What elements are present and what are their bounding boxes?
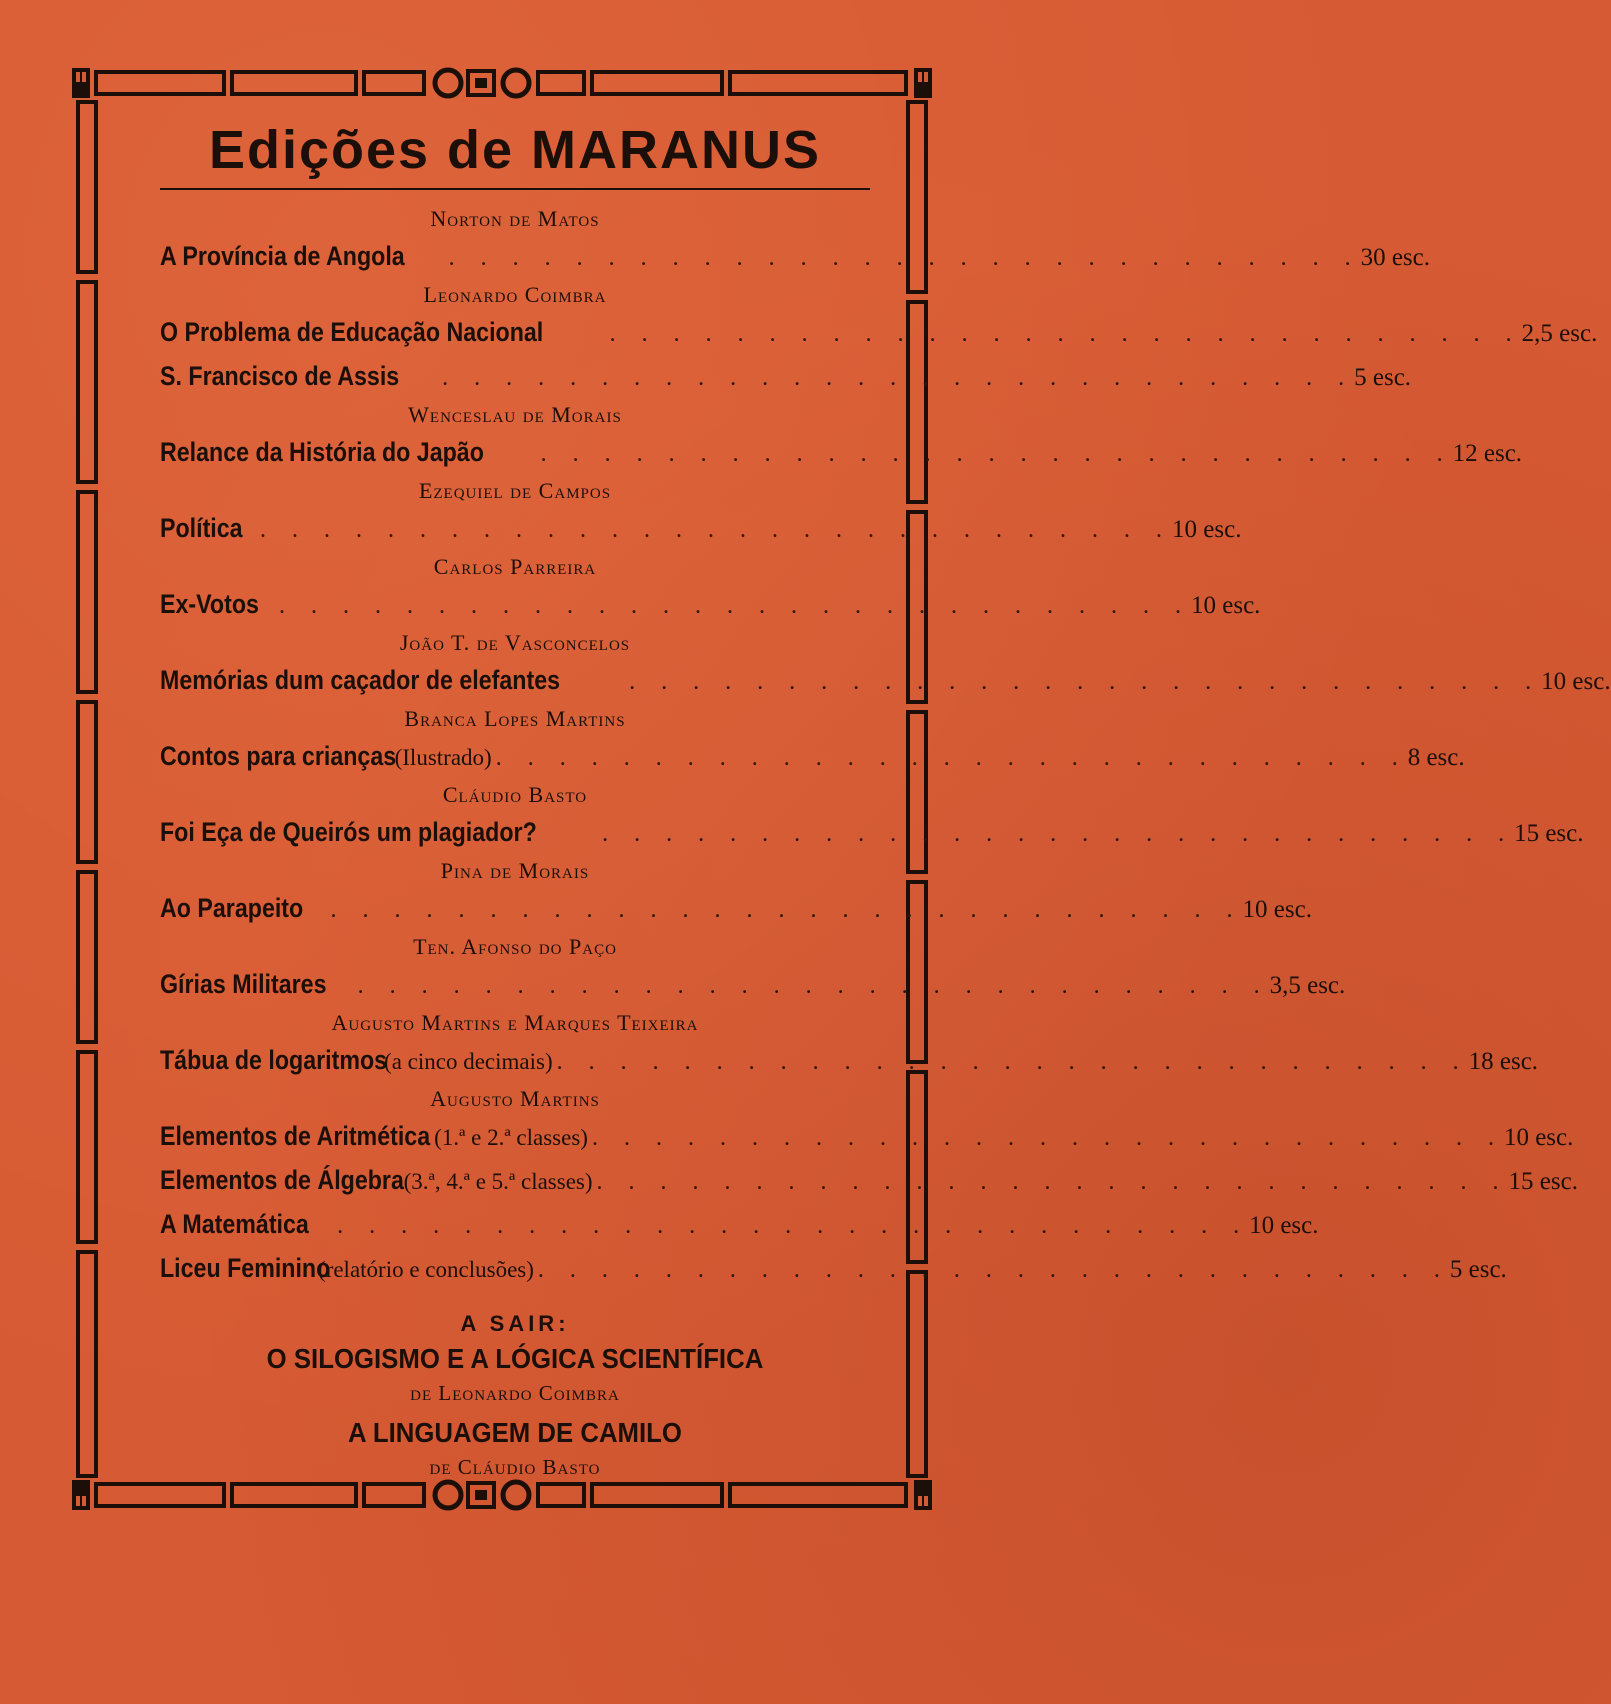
author-name: Cláudio Basto (442, 782, 588, 807)
author-name: Branca Lopes Martins (404, 706, 626, 731)
forthcoming-heading: A SAIR: (460, 1311, 570, 1336)
book-row (160, 582, 1261, 626)
book-price: 15 esc. (1514, 820, 1584, 847)
book-row (160, 310, 1598, 354)
book-title: S. Francisco de Assis (160, 361, 400, 391)
book-title: O Problema de Educação Nacional (160, 317, 544, 347)
book-row (160, 1202, 1319, 1246)
book-row (160, 734, 1465, 778)
book-row (160, 506, 1242, 550)
book-price: 3,5 esc. (1269, 972, 1346, 999)
book-row (160, 1114, 1574, 1158)
book-row (160, 234, 1430, 278)
book-row (160, 1158, 1578, 1202)
dot-leader: . . . . . . . . . . . . . . . . . . . . . . . . . . . . . (337, 1213, 1250, 1239)
book-title: A Matemática (160, 1209, 309, 1239)
book-title: Liceu Feminino (160, 1253, 331, 1283)
book-title: Ao Parapeito (160, 893, 304, 923)
forthcoming-author: de Cláudio Basto (429, 1455, 601, 1479)
book-row (160, 354, 1412, 398)
book-price: 8 esc. (1407, 744, 1465, 771)
catalogue-page (160, 118, 1611, 1488)
book-title: Gírias Militares (160, 969, 327, 999)
book-title: Política (160, 513, 243, 543)
top-ornament (72, 68, 932, 98)
page-title: Edições de MARANUS (160, 118, 870, 190)
left-ornament (72, 98, 102, 1480)
book-title: Ex-Votos (160, 589, 259, 619)
book-title: Memórias dum caçador de elefantes (160, 665, 561, 695)
author-name: Pina de Morais (440, 858, 590, 883)
book-price: 18 esc. (1468, 1048, 1539, 1075)
book-price: 5 esc. (1449, 1256, 1507, 1283)
author-name: Norton de Matos (430, 206, 600, 231)
dot-leader: . . . . . . . . . . . . . . . . . . . . . . . . . . . . . (596, 1169, 1509, 1195)
author-name: Ezequiel de Campos (418, 478, 612, 503)
book-row (160, 886, 1312, 930)
dot-leader: . . . . . . . . . . . . . . . . . . . . . . . . . . . . . (495, 745, 1408, 771)
book-price: 10 esc. (1172, 516, 1242, 543)
book-title: Tábua de logaritmos (160, 1045, 388, 1075)
book-subtitle: (3.ª, 4.ª e 5.ª classes) (403, 1169, 593, 1194)
author-name: João T. de Vasconcelos (399, 630, 631, 655)
book-title: Elementos de Álgebra (160, 1165, 404, 1195)
book-title: Elementos de Aritmética (160, 1121, 431, 1151)
catalogue-list (160, 204, 1611, 1290)
book-row (160, 430, 1523, 474)
book-price: 10 esc. (1503, 1124, 1574, 1151)
book-row (160, 1038, 1539, 1082)
book-row (160, 658, 1611, 702)
book-title: A Província de Angola (160, 241, 405, 271)
dot-leader: . . . . . . . . . . . . . . . . . . . . . . . . . . . . . (448, 245, 1361, 271)
dot-leader: . . . . . . . . . . . . . . . . . . . . . . . . . . . . . (629, 669, 1542, 695)
book-row (160, 810, 1584, 854)
dot-leader: . . . . . . . . . . . . . . . . . . . . . . . . . . . . . (357, 973, 1270, 999)
book-price: 5 esc. (1354, 364, 1412, 391)
forthcoming-author: de Leonardo Coimbra (410, 1381, 620, 1405)
forthcoming-title: A LINGUAGEM DE CAMILO (348, 1417, 682, 1448)
author-name: Augusto Martins (430, 1086, 600, 1111)
book-title: Contos para crianças (160, 741, 397, 771)
book-title: Relance da História do Japão (160, 437, 484, 467)
author-name: Augusto Martins e Marques Teixeira (331, 1010, 699, 1035)
book-subtitle: (1.ª e 2.ª classes) (434, 1125, 588, 1150)
dot-leader: . . . . . . . . . . . . . . . . . . . . . . . . . . . . . (260, 517, 1173, 543)
author-name: Carlos Parreira (433, 554, 597, 579)
book-price: 10 esc. (1249, 1212, 1319, 1239)
author-name: Leonardo Coimbra (423, 282, 607, 307)
book-price: 30 esc. (1360, 244, 1430, 271)
book-price: 12 esc. (1452, 440, 1523, 467)
forthcoming-title: O SILOGISMO E A LÓGICA SCIENTÍFICA (266, 1343, 764, 1374)
dot-leader: . . . . . . . . . . . . . . . . . . . . . . . . . . . . . (591, 1125, 1504, 1151)
book-price: 15 esc. (1508, 1168, 1578, 1195)
dot-leader: . . . . . . . . . . . . . . . . . . . . . . . . . . . . . (556, 1049, 1469, 1075)
book-subtitle: (a cinco decimais) (384, 1049, 553, 1074)
dot-leader: . . . . . . . . . . . . . . . . . . . . . . . . . . . . . (609, 321, 1522, 347)
book-price: 10 esc. (1191, 592, 1261, 619)
author-name: Ten. Afonso do Paço (413, 934, 617, 959)
author-name: Wenceslau de Morais (408, 402, 622, 427)
forthcoming-section (160, 1308, 870, 1482)
book-price: 2,5 esc. (1521, 320, 1598, 347)
dot-leader: . . . . . . . . . . . . . . . . . . . . . . . . . . . . . (330, 897, 1243, 923)
dot-leader: . . . . . . . . . . . . . . . . . . . . . . . . . . . . . (279, 593, 1192, 619)
book-row (160, 962, 1346, 1006)
book-row (160, 1246, 1507, 1290)
book-title: Foi Eça de Queirós um plagiador? (160, 817, 537, 847)
dot-leader: . . . . . . . . . . . . . . . . . . . . . . . . . . . . . (537, 1257, 1450, 1283)
book-price: 10 esc. (1242, 896, 1312, 923)
dot-leader: . . . . . . . . . . . . . . . . . . . . . . . . . . . . . (540, 441, 1453, 467)
dot-leader: . . . . . . . . . . . . . . . . . . . . . . . . . . . . . (442, 365, 1355, 391)
book-subtitle: (relatório e conclusões) (318, 1257, 534, 1282)
book-subtitle: (Ilustrado) (394, 745, 492, 770)
dot-leader: . . . . . . . . . . . . . . . . . . . . . . . . . . . . . (602, 821, 1515, 847)
book-price: 10 esc. (1541, 668, 1611, 695)
